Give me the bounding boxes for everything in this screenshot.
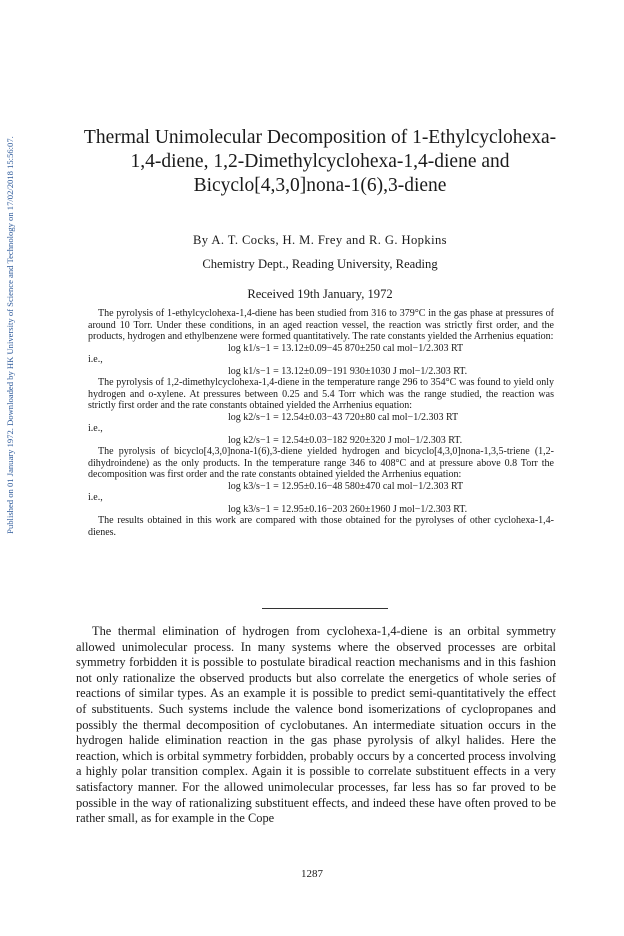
body-text <box>76 624 556 827</box>
abstract-paragraph-4: The results obtained in this work are compared with those obtained for the pyrolyses of other cyclohexa-1,4-dienes. <box>88 515 554 538</box>
section-divider <box>262 608 388 609</box>
abstract-paragraph-1: The pyrolysis of 1-ethylcyclohexa-1,4-diene has been studied from 316 to 379°C in the gas phase at pressures of around 10 Torr. Under these conditions, in an aged reaction vessel, the reaction was strictly first order, and the products, hydrogen and ethylbenzene were formed quantitatively. The rate constants yielded the Arrhenius equation: <box>88 308 554 342</box>
title-line-3: Bicyclo[4,3,0]nona-1(6),3-diene <box>193 175 447 196</box>
arrhenius-equation-2a: log k2/s−1 = 12.54±0.03−43 720±80 cal mol−1/2.303 RT <box>228 411 459 423</box>
title-line-1: Thermal Unimolecular Decomposition of 1-Ethylcyclohexa- <box>83 127 557 148</box>
author-line: By A. T. Cocks, H. M. Frey and R. G. Hopkins <box>193 233 447 247</box>
ie-label-1: i.e., <box>88 354 103 365</box>
abstract <box>88 308 554 538</box>
arrhenius-equation-1a: log k1/s−1 = 13.12±0.09−45 870±250 cal mol−1/2.303 RT <box>228 342 464 354</box>
ie-label-3: i.e., <box>88 492 103 503</box>
body-paragraph-1: The thermal elimination of hydrogen from cyclohexa-1,4-diene is an orbital symmetry allowed unimolecular process. In many systems where the observed processes are orbital symmetry forbidden it is possible to postulate biradical reaction mechanisms and in this fashion not only rationalize the observed products but also correlate the energetics of whole series of reactions of similar types. As an example it is possible to predict semi-quantitatively the effect of substituents. Such systems include the valence bond isomerizations of cyclopropanes and possibly the thermal decomposition of cyclobutanes. An intermediate situation occurs in the hydrogen halide elimination reaction in the gas phase pyrolysis of alkyl halides. Here the reaction, which is orbital symmetry forbidden, probably occurs by a concerted process involving a highly polar transition complex. Again it is possible to correlate substituent effects in a very satisfactory manner. For the allowed unimolecular processes, far less has so far proved to be possible in the way of rationalizing substituent effects, and indeed these have often proved to be rather small, as for example in the Cope <box>76 624 556 826</box>
title-line-2: 1,4-diene, 1,2-Dimethylcyclohexa-1,4-diene and <box>130 151 510 172</box>
article-title <box>60 126 580 198</box>
page-number: 1287 <box>301 868 323 880</box>
arrhenius-equation-3a: log k3/s−1 = 12.95±0.16−48 580±470 cal mol−1/2.303 RT <box>228 480 464 492</box>
received-date: Received 19th January, 1972 <box>247 287 393 301</box>
abstract-paragraph-2: The pyrolysis of 1,2-dimethylcyclohexa-1,4-diene in the temperature range 296 to 354°C was found to yield only hydrogen and o-xylene. At pressures between 0.25 and 5.4 Torr which was the range studied, the reaction was strictly first order and the rate constants obtained yielded the Arrhenius equation: <box>88 377 554 411</box>
abstract-paragraph-3: The pyrolysis of bicyclo[4,3,0]nona-1(6),3-diene yielded hydrogen and bicyclo[4,3,0]nona-1,3,5-triene (1,2-dihydroindene) as the only products. In the temperature range 346 to 408°C and at pressure above 0.8 Torr the decomposition was first order and the rate constants obtained yielded the Arrhenius equation: <box>88 446 554 480</box>
ie-label-2: i.e., <box>88 423 103 434</box>
affiliation: Chemistry Dept., Reading University, Reading <box>202 257 438 271</box>
download-notice-sidebar <box>0 0 22 936</box>
arrhenius-equation-3b: log k3/s−1 = 12.95±0.16−203 260±1960 J mol−1/2.303 RT. <box>228 503 468 515</box>
arrhenius-equation-2b: log k2/s−1 = 12.54±0.03−182 920±320 J mol−1/2.303 RT. <box>228 434 463 446</box>
arrhenius-equation-1b: log k1/s−1 = 13.12±0.09−191 930±1030 J mol−1/2.303 RT. <box>228 365 468 377</box>
download-notice-text: Published on 01 January 1972. Downloaded by HK University of Science and Technology on 17/02/2018 15:56:07. <box>5 136 15 534</box>
